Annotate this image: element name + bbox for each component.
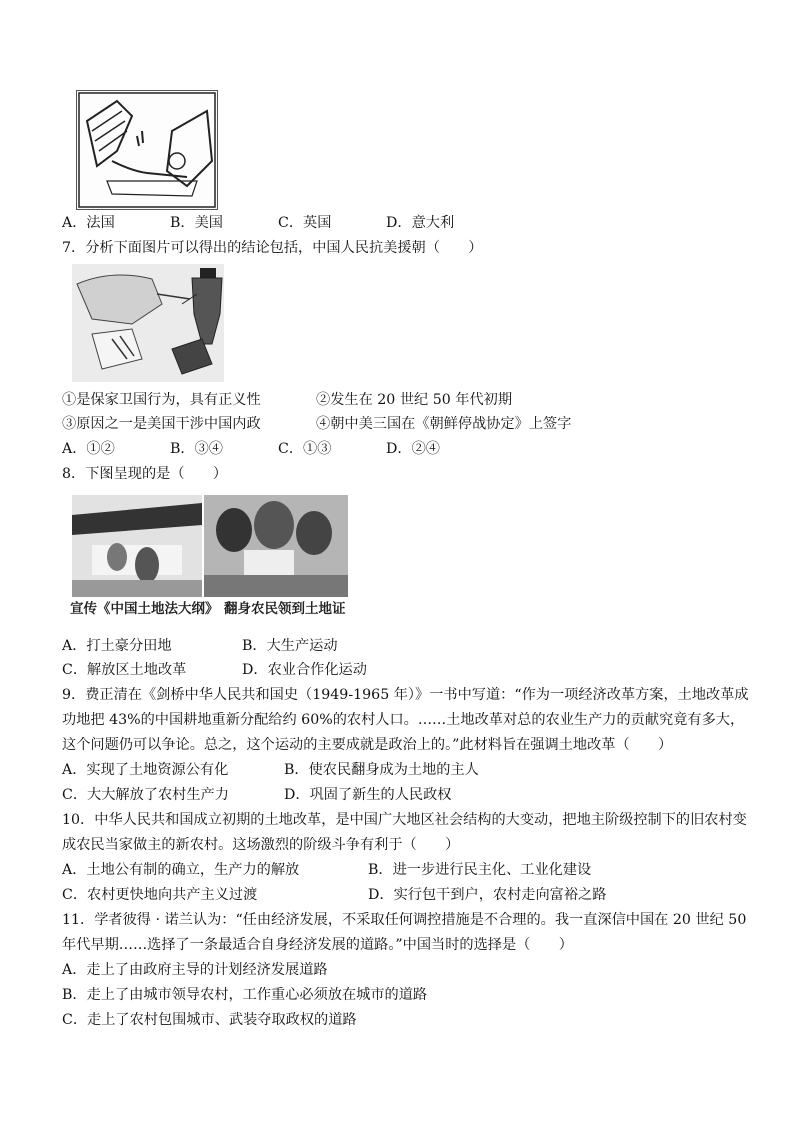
- q6-option-c[interactable]: C．英国: [278, 215, 332, 231]
- q9-stem-line-1: 9．费正清在《剑桥中华人民共和国史（1949-1965 年）》一书中写道：“作为一项经济改革方案，土地改革成: [62, 687, 749, 703]
- q6-option-a[interactable]: A．法国: [62, 215, 115, 231]
- q6-option-d[interactable]: D．意大利: [386, 215, 455, 231]
- q9-option-c[interactable]: C．大大解放了农村生产力: [62, 787, 229, 803]
- q11-option-c[interactable]: C．走上了农村包围城市、武装夺取政权的道路: [62, 1012, 357, 1028]
- q7-option-c[interactable]: C．①③: [278, 441, 332, 457]
- q7-statement-4: ④朝中美三国在《朝鲜停战协定》上签字: [316, 416, 572, 432]
- q8-option-a[interactable]: A．打土豪分田地: [62, 638, 172, 654]
- q7-option-b[interactable]: B．③④: [170, 441, 223, 457]
- q7-statement-1: ①是保家卫国行为，具有正义性: [62, 392, 261, 408]
- q7-statement-2: ②发生在 20 世纪 50 年代初期: [316, 392, 513, 408]
- q11-option-a[interactable]: A．走上了由政府主导的计划经济发展道路: [62, 962, 328, 978]
- q8-photo-left: [72, 495, 202, 597]
- q7-cartoon-image: [72, 264, 224, 382]
- q10-stem-line-2: 成农民当家做主的新农村。这场激烈的阶级斗争有利于（ ）: [62, 837, 460, 853]
- q8-photo-right: [204, 495, 348, 597]
- q11-stem-line-2: 年代早期……选择了一条最适合自身经济发展的道路。”中国当时的选择是（ ）: [62, 937, 573, 953]
- q8-stem: 8．下图呈现的是（ ）: [62, 466, 228, 482]
- q7-option-d[interactable]: D．②④: [386, 441, 440, 457]
- q9-stem-line-2: 功地把 43%的中国耕地重新分配给约 60%的农村人口。……土地改革对总的农业生产力的贡献究竟有多大，: [62, 712, 745, 728]
- q9-option-a[interactable]: A．实现了土地资源公有化: [62, 762, 229, 778]
- q11-option-b[interactable]: B．走上了由城市领导农村，工作重心必须放在城市的道路: [62, 987, 428, 1003]
- q8-caption-left: 宣传《中国土地法大纲》: [70, 601, 219, 617]
- q8-option-d[interactable]: D．农业合作化运动: [242, 662, 367, 678]
- q7-stem: 7．分析下面图片可以得出的结论包括，中国人民抗美援朝（ ）: [62, 240, 483, 256]
- q11-stem-line-1: 11．学者彼得 · 诺兰认为：“任由经济发展，不采取任何调控措施是不合理的。我一直深信中国在 20 世纪 50: [62, 912, 747, 928]
- q8-option-b[interactable]: B．大生产运动: [242, 638, 338, 654]
- q6-cartoon-image: [76, 90, 218, 210]
- q8-option-c[interactable]: C．解放区土地改革: [62, 662, 187, 678]
- q8-caption-right: 翻身农民领到土地证: [224, 601, 346, 617]
- q9-option-b[interactable]: B．使农民翻身成为土地的主人: [284, 762, 479, 778]
- q9-stem-line-3: 这个问题仍可以争论。总之，这个运动的主要成就是政治上的。”此材料旨在强调土地改革（ ）: [62, 737, 673, 753]
- q10-option-d[interactable]: D．实行包干到户，农村走向富裕之路: [368, 887, 607, 903]
- q10-stem-line-1: 10．中华人民共和国成立初期的土地改革，是中国广大地区社会结构的大变动，把地主阶级控制下的旧农村变: [62, 812, 747, 828]
- q10-option-b[interactable]: B．进一步进行民主化、工业化建设: [368, 862, 592, 878]
- q9-option-d[interactable]: D．巩固了新生的人民政权: [284, 787, 452, 803]
- q10-option-c[interactable]: C．农村更快地向共产主义过渡: [62, 887, 258, 903]
- q7-option-a[interactable]: A．①②: [62, 441, 115, 457]
- q7-statement-3: ③原因之一是美国干涉中国内政: [62, 416, 261, 432]
- q6-option-b[interactable]: B．美国: [170, 215, 223, 231]
- q10-option-a[interactable]: A．土地公有制的确立，生产力的解放: [62, 862, 300, 878]
